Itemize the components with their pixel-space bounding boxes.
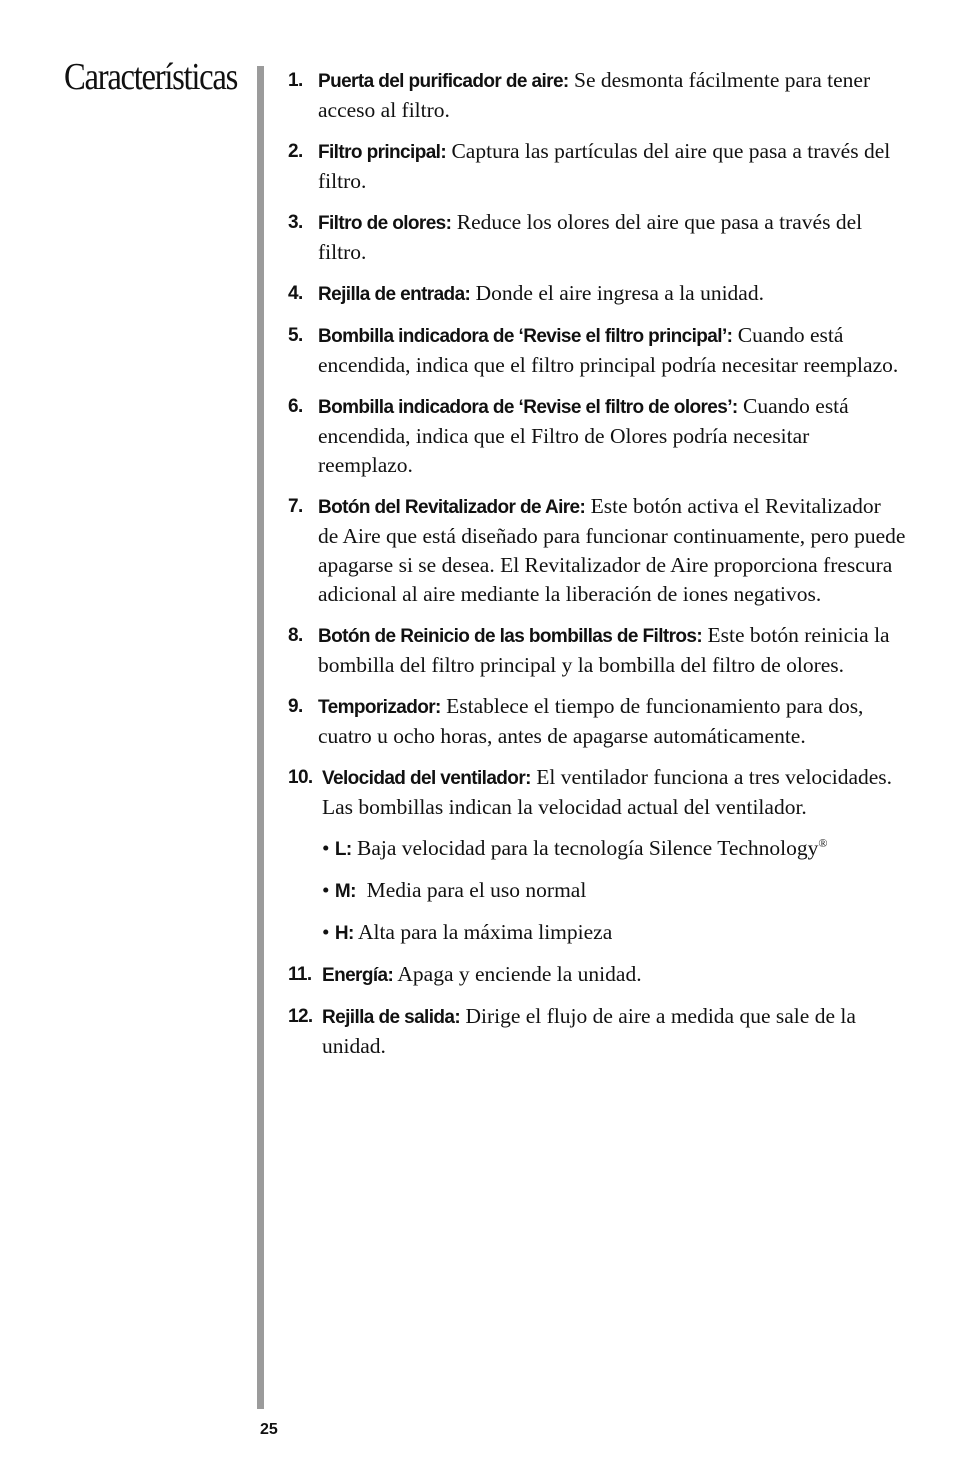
item-description: Cuando está encendida, indica que el Filtro de Olores podría necesitar reemplazo. — [318, 394, 849, 477]
page-number: 25 — [260, 1421, 278, 1438]
feature-item — [288, 692, 906, 751]
item-term: Energía: — [322, 965, 394, 986]
item-term: Puerta del purificador de aire: — [318, 71, 569, 92]
feature-item — [288, 1002, 906, 1061]
vertical-divider — [257, 66, 264, 1409]
item-description: Cuando está encendida, indica que el filtro principal podría necesitar reemplazo. — [318, 323, 899, 377]
speed-key: H: — [334, 923, 354, 944]
bullet: • — [322, 878, 335, 902]
feature-item — [288, 392, 906, 480]
item-term: Filtro principal: — [318, 142, 447, 163]
feature-item — [288, 66, 906, 125]
item-number: 1. — [288, 70, 303, 91]
item-description: Donde el aire ingresa a la unidad. — [470, 281, 764, 305]
features-list — [288, 66, 906, 1073]
item-number: 4. — [288, 283, 303, 304]
item-description: Se desmonta fácilmente para tener acceso al filtro. — [318, 68, 871, 122]
item-term: Temporizador: — [318, 697, 441, 718]
item-description: El ventilador funciona a tres velocidades. Las bombillas indican la velocidad actual del ventilador. — [322, 765, 893, 819]
item-number: 2. — [288, 141, 303, 162]
item-number: 5. — [288, 325, 303, 346]
item-number: 11. — [288, 964, 312, 985]
speed-key: M: — [334, 881, 356, 902]
feature-item — [288, 763, 906, 948]
item-number: 8. — [288, 625, 303, 646]
feature-item — [288, 321, 906, 380]
item-term: Botón de Reinicio de las bombillas de Filtros: — [318, 626, 703, 647]
feature-item — [288, 960, 906, 990]
registered-mark: ® — [818, 836, 828, 850]
fan-speed-item — [322, 918, 906, 948]
feature-item — [288, 208, 906, 267]
speed-key: L: — [334, 839, 352, 860]
item-number: 9. — [288, 696, 303, 717]
item-description: Este botón activa el Revitalizador de Aire que está diseñado para funcionar continuamente, pero puede apagarse si se desea. El Revitalizador de Aire proporciona frescura adicional al aire mediante la liberación de iones negativos. — [318, 494, 906, 606]
feature-item — [288, 279, 906, 309]
item-description: Dirige el flujo de aire a medida que sale de la unidad. — [322, 1004, 856, 1058]
item-term: Velocidad del ventilador: — [322, 768, 531, 789]
item-description: Este botón reinicia la bombilla del filtro principal y la bombilla del filtro de olores. — [318, 623, 890, 677]
item-number: 12. — [288, 1006, 313, 1027]
item-number: 7. — [288, 496, 303, 517]
fan-speed-list — [322, 834, 906, 948]
item-number: 10. — [288, 767, 313, 788]
speed-description: Alta para la máxima limpieza — [353, 920, 613, 944]
speed-description: Media para el uso normal — [355, 878, 587, 902]
item-term: Rejilla de entrada: — [318, 284, 471, 305]
speed-description: Baja velocidad para la tecnología Silence Technology — [351, 836, 819, 860]
item-number: 3. — [288, 212, 303, 233]
feature-item — [288, 492, 906, 609]
item-term: Bombilla indicadora de ‘Revise el filtro principal’: — [318, 326, 733, 347]
feature-item — [288, 137, 906, 196]
item-description: Reduce los olores del aire que pasa a través del filtro. — [318, 210, 863, 264]
item-term: Filtro de olores: — [318, 213, 452, 234]
bullet: • — [322, 920, 335, 944]
item-description: Establece el tiempo de funcionamiento para dos, cuatro u ocho horas, antes de apagarse automáticamente. — [318, 694, 864, 748]
item-term: Botón del Revitalizador de Aire: — [318, 497, 586, 518]
fan-speed-item — [322, 876, 906, 906]
item-description: Captura las partículas del aire que pasa a través del filtro. — [318, 139, 891, 193]
bullet: • — [322, 836, 335, 860]
page-title: Características — [64, 56, 238, 98]
item-term: Bombilla indicadora de ‘Revise el filtro de olores’: — [318, 397, 738, 418]
item-description: Apaga y enciende la unidad. — [393, 962, 642, 986]
item-term: Rejilla de salida: — [322, 1007, 461, 1028]
feature-item — [288, 621, 906, 680]
fan-speed-item — [322, 834, 906, 864]
item-number: 6. — [288, 396, 303, 417]
